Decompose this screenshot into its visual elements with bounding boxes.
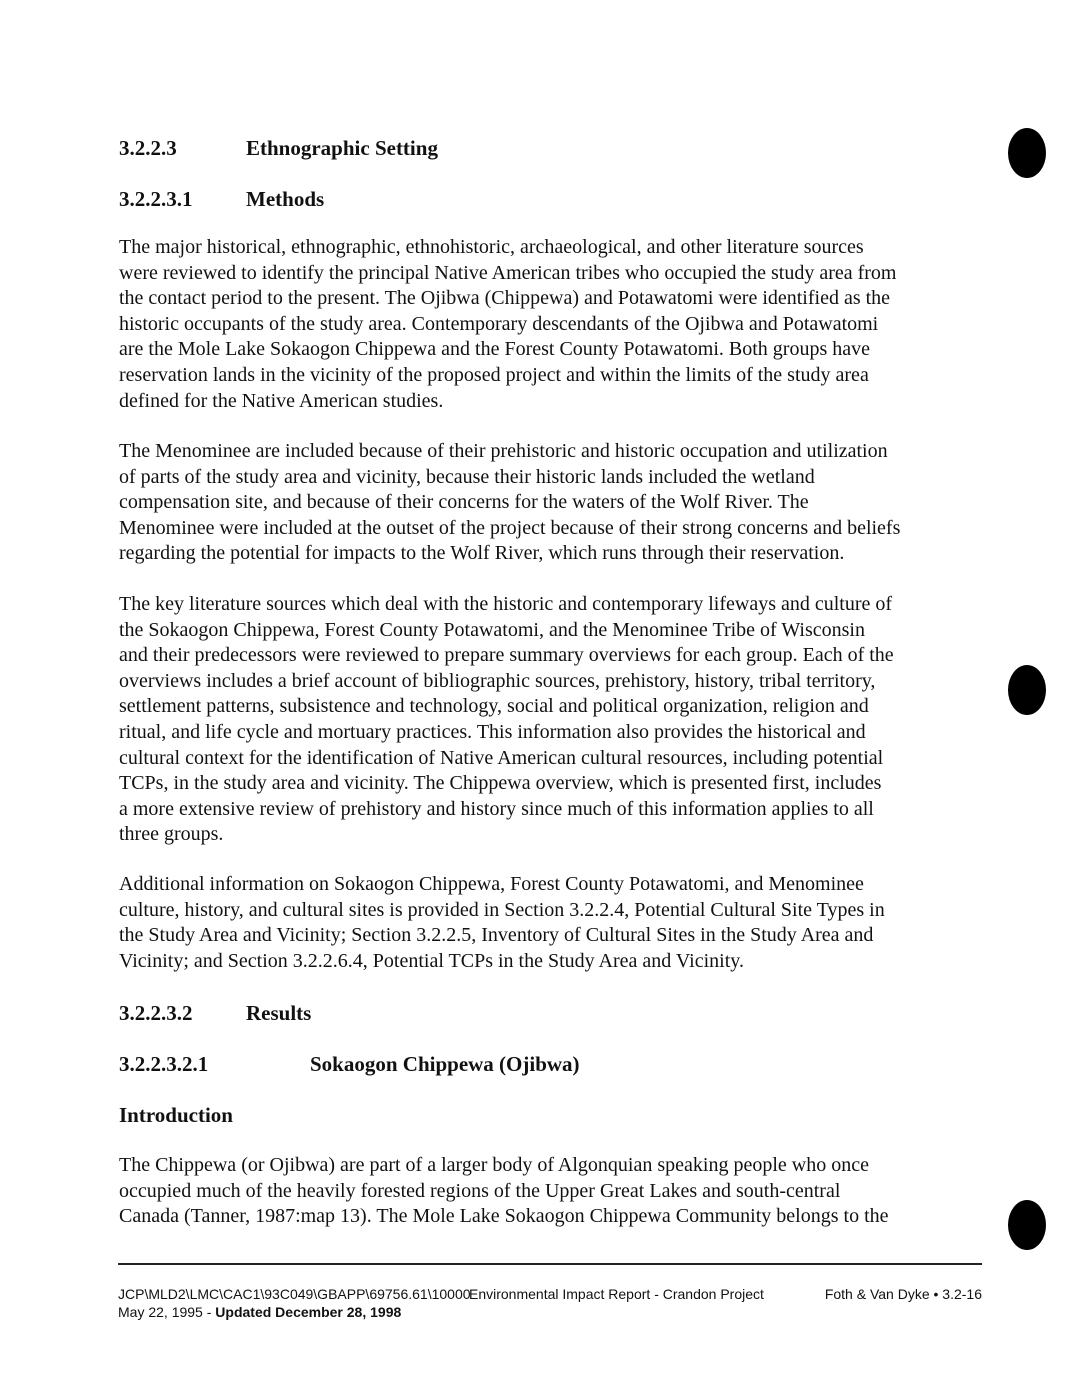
text-line: are the Mole Lake Sokaogon Chippewa and the Forest County Potawatomi. Both groups have xyxy=(119,338,870,361)
paragraph-methods-intro xyxy=(119,235,959,414)
text-line: were reviewed to identify the principal Native American tribes who occupied the study area from xyxy=(119,261,897,284)
binder-hole-top xyxy=(1008,128,1046,178)
section-title: Methods xyxy=(246,187,325,211)
binder-hole-middle xyxy=(1008,665,1046,715)
footer-page-number xyxy=(825,1285,982,1303)
text-line: Vicinity; and Section 3.2.2.6.4, Potential TCPs in the Study Area and Vicinity. xyxy=(119,949,744,972)
text-line: Menominee were included at the outset of the project because of their strong concerns and beliefs xyxy=(119,516,901,539)
section-title: Sokaogon Chippewa (Ojibwa) xyxy=(310,1052,580,1076)
text-line: cultural context for the identification of Native American cultural resources, including potential xyxy=(119,746,884,769)
footer-date-updated: Updated December 28, 1998 xyxy=(215,1304,402,1320)
text-line: historic occupants of the study area. Contemporary descendants of the Ojibwa and Potawatomi xyxy=(119,312,879,335)
text-line: The Chippewa (or Ojibwa) are part of a larger body of Algonquian speaking people who once xyxy=(119,1154,869,1176)
text-line: the contact period to the present. The Ojibwa (Chippewa) and Potawatomi were identified as the xyxy=(119,287,891,310)
text-line: Canada (Tanner, 1987:map 13). The Mole Lake Sokaogon Chippewa Community belongs to the xyxy=(119,1205,889,1228)
text-line: compensation site, and because of their concerns for the waters of the Wolf River. The xyxy=(119,491,809,514)
section-title: Results xyxy=(246,1001,312,1025)
footer-date-prefix: May 22, 1995 - xyxy=(118,1304,216,1320)
paragraph-chippewa-introduction xyxy=(119,1153,959,1230)
section-number: 3.2.2.3 xyxy=(119,136,177,160)
text-line: reservation lands in the vicinity of the proposed project and within the limits of the study area xyxy=(119,363,869,386)
footer-date xyxy=(118,1303,401,1321)
section-number: 3.2.2.3.2.1 xyxy=(119,1052,209,1076)
footer-center-text: Environmental Impact Report - Crandon Project xyxy=(469,1286,764,1302)
paragraph-additional-information xyxy=(119,872,959,974)
text-line: three groups. xyxy=(119,823,224,846)
footer-right-text: Foth & Van Dyke • 3.2-16 xyxy=(824,1286,982,1302)
text-line: The key literature sources which deal with the historic and contemporary lifeways and culture of xyxy=(119,593,893,615)
text-line: The Menominee are included because of their prehistoric and historic occupation and utilization xyxy=(119,440,888,462)
text-line: overviews includes a brief account of bibliographic sources, prehistory, history, tribal territory, xyxy=(119,669,876,692)
text-line: TCPs, in the study area and vicinity. The Chippewa overview, which is presented first, includes xyxy=(119,772,882,795)
section-number: 3.2.2.3.2 xyxy=(119,1001,193,1025)
text-line: ritual, and life cycle and mortuary practices. This information also provides the historical and xyxy=(119,720,866,743)
text-line: the Sokaogon Chippewa, Forest County Potawatomi, and the Menominee Tribe of Wisconsin xyxy=(119,618,865,641)
text-line: defined for the Native American studies. xyxy=(119,389,444,412)
text-line: of parts of the study area and vicinity, because their historic lands included the wetland xyxy=(119,465,815,488)
paragraph-menominee xyxy=(119,439,959,567)
paragraph-literature-sources xyxy=(119,592,959,848)
text-line: Additional information on Sokaogon Chippewa, Forest County Potawatomi, and Menominee xyxy=(119,873,864,895)
section-title: Ethnographic Setting xyxy=(246,136,438,160)
text-line: The major historical, ethnographic, ethnohistoric, archaeological, and other literature sources xyxy=(119,236,864,258)
text-line: the Study Area and Vicinity; Section 3.2.2.5, Inventory of Cultural Sites in the Study Area and xyxy=(119,924,874,947)
footer-report-title xyxy=(469,1285,764,1303)
binder-hole-bottom xyxy=(1008,1200,1046,1250)
footer-file-path xyxy=(118,1285,471,1303)
text-line: settlement patterns, subsistence and technology, social and political organization, religion and xyxy=(119,695,869,718)
text-line: and their predecessors were reviewed to prepare summary overviews for each group. Each of the xyxy=(119,644,894,667)
text-line: regarding the potential for impacts to the Wolf River, which runs through their reservation. xyxy=(119,542,845,565)
footer-divider xyxy=(118,1263,982,1265)
subheading-title: Introduction xyxy=(119,1103,233,1127)
text-line: a more extensive review of prehistory and history since much of this information applies to all xyxy=(119,797,874,820)
footer-path-text: JCP\MLD2\LMC\CAC1\93C049\GBAPP\69756.61\10000 xyxy=(118,1286,471,1302)
text-line: culture, history, and cultural sites is provided in Section 3.2.2.4, Potential Cultural Site Types in xyxy=(119,898,885,921)
section-number: 3.2.2.3.1 xyxy=(119,187,193,211)
text-line: occupied much of the heavily forested regions of the Upper Great Lakes and south-central xyxy=(119,1179,841,1202)
